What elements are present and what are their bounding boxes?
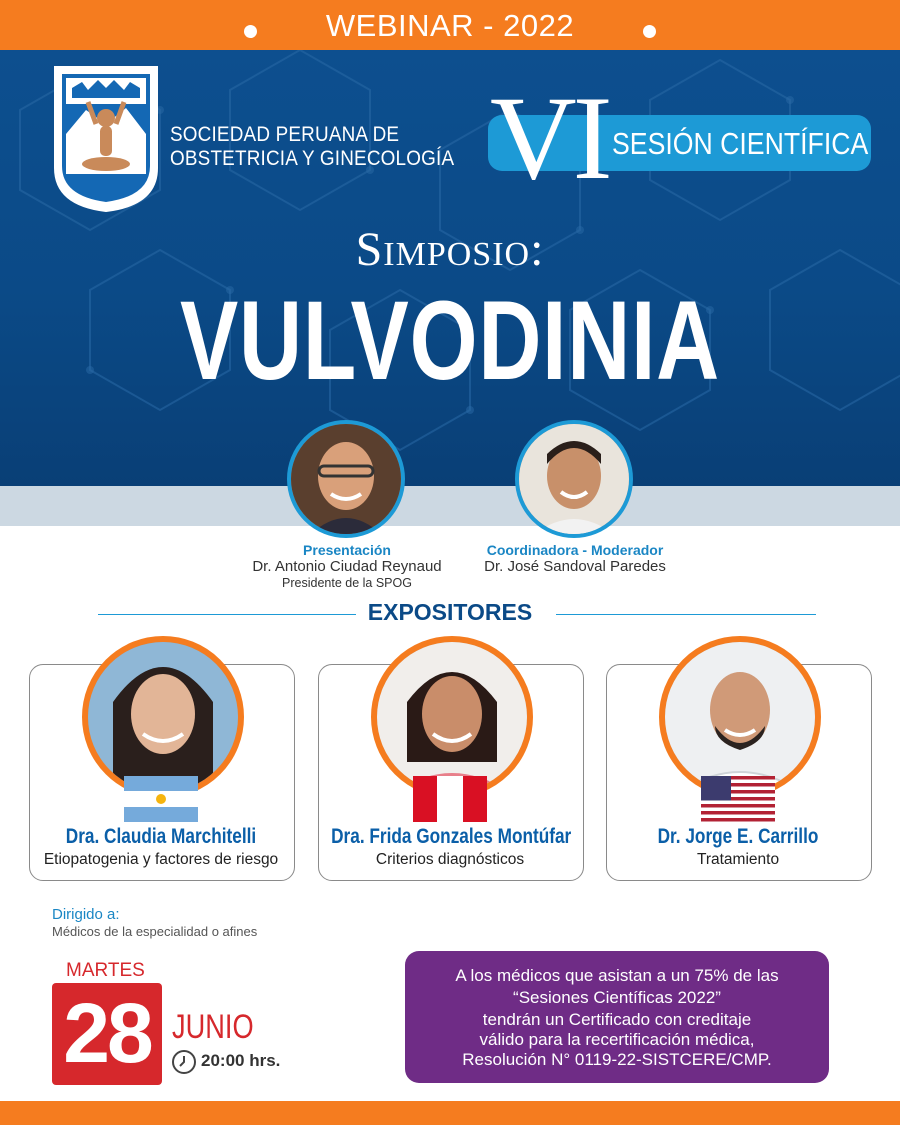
person-avatar-icon: [377, 642, 527, 792]
host-name-moderator: Dr. José Sandoval Paredes: [484, 558, 666, 575]
host-role-presenter: Presentación: [303, 542, 391, 558]
person-avatar-icon: [88, 642, 238, 792]
organization-name: [170, 123, 454, 171]
organization-name-line1: SOCIEDAD PERUANA DE: [170, 123, 400, 146]
certificate-note-line: Resolución N° 0119-22-SISTCERE/CMP.: [462, 1050, 772, 1069]
event-day: 28: [63, 986, 151, 1080]
audience-label: Dirigido a:: [52, 906, 120, 923]
certificate-note-line: A los médicos que asistan a un 75% de las: [455, 966, 779, 985]
grey-band: [0, 486, 900, 526]
certificate-note-line: “Sesiones Científicas 2022”: [513, 988, 721, 1007]
host-name-presenter: Dr. Antonio Ciudad Reynaud: [252, 558, 442, 575]
person-avatar-icon: [665, 642, 815, 792]
session-number: VI: [490, 71, 609, 204]
speaker-photo: [82, 636, 244, 798]
speaker-name: Dra. Claudia Marchitelli: [65, 825, 257, 848]
person-avatar-icon: [291, 424, 401, 534]
person-avatar-icon: [519, 424, 629, 534]
speakers-heading: EXPOSITORES: [367, 599, 533, 625]
event-time: 20:00 hrs.: [201, 1051, 281, 1070]
usa-flag-icon: [701, 776, 775, 822]
symposium-prefix: Simposio:: [355, 223, 545, 276]
argentina-flag-icon: [124, 776, 198, 822]
certificate-note-line: válido para la recertificación médica,: [479, 1030, 755, 1049]
spog-logo-icon: [52, 64, 160, 212]
speaker-topic: Etiopatogenia y factores de riesgo: [43, 851, 279, 868]
host-photo-moderator: [515, 420, 633, 538]
speaker-name: Dr. Jorge E. Carrillo: [657, 825, 819, 848]
bottom-banner: [0, 1101, 900, 1125]
speaker-topic: Criterios diagnósticos: [375, 851, 525, 868]
session-label: SESIÓN CIENTÍFICA: [612, 126, 869, 161]
peru-flag-icon: [413, 776, 487, 822]
speaker-name: Dra. Frida Gonzales Montúfar: [331, 825, 572, 848]
speaker-photo: [659, 636, 821, 798]
event-weekday: MARTES: [66, 960, 145, 981]
event-month: JUNIO: [172, 1008, 254, 1046]
host-role-moderator: Coordinadora - Moderador: [486, 542, 664, 558]
certificate-note-line: tendrán un Certificado con creditaje: [482, 1010, 752, 1029]
symposium-title: VULVODINIA: [179, 278, 721, 403]
speaker-topic: Tratamiento: [696, 851, 780, 868]
clock-icon: [172, 1050, 196, 1074]
webinar-title: WEBINAR - 2022: [325, 8, 575, 43]
host-photo-presenter: [287, 420, 405, 538]
organization-name-line2: OBSTETRICIA Y GINECOLOGÍA: [170, 147, 455, 170]
host-detail-presenter: Presidente de la SPOG: [282, 576, 412, 590]
speaker-photo: [371, 636, 533, 798]
audience-text: Médicos de la especialidad o afines: [52, 924, 258, 939]
